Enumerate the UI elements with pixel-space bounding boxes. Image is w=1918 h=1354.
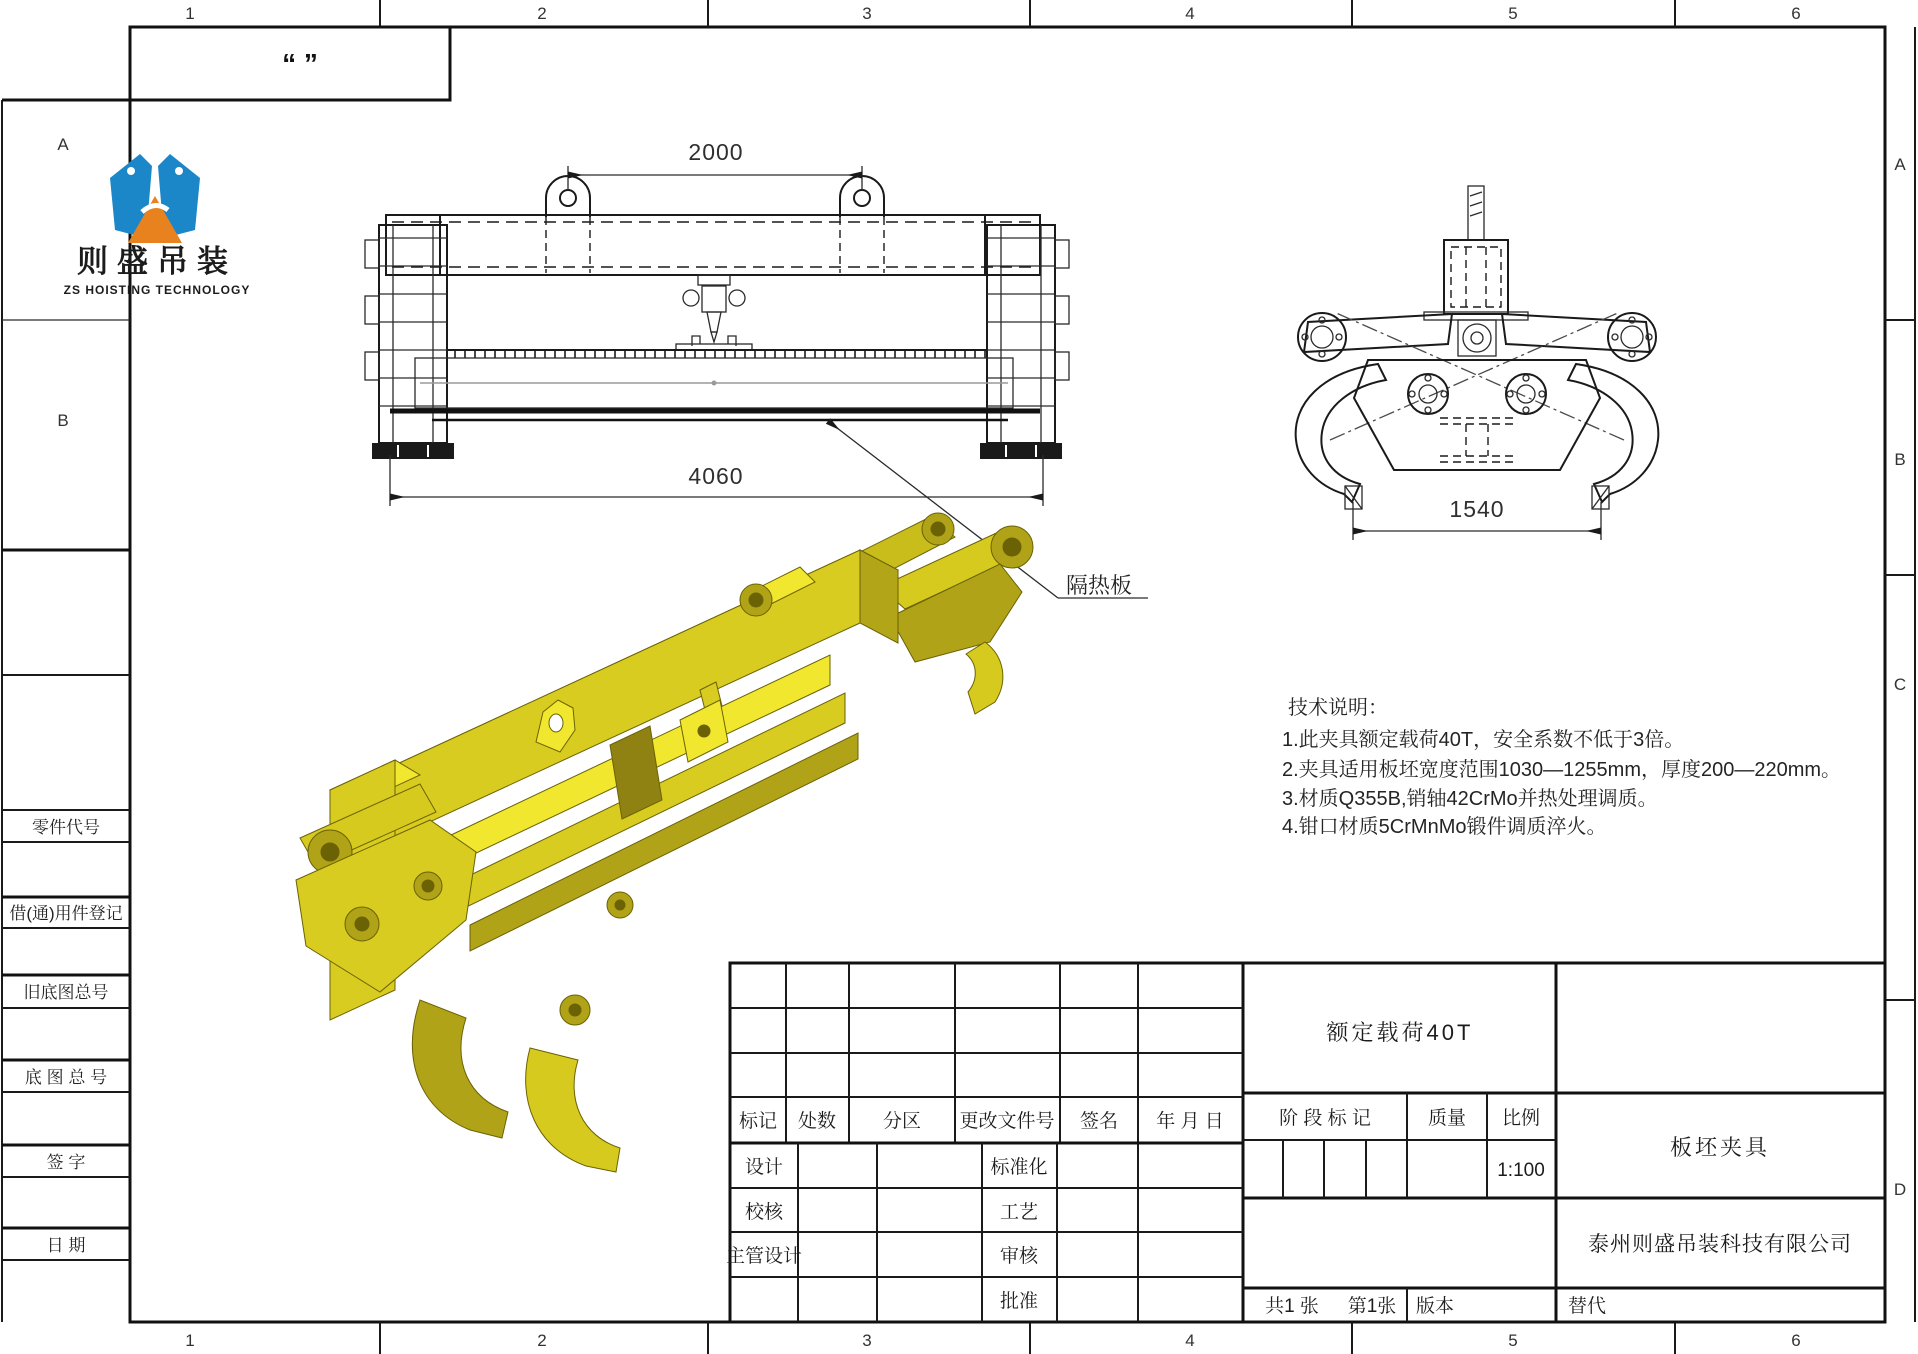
row-design: 设计 xyxy=(744,1157,784,1178)
col-sign: 签名 xyxy=(1079,1111,1119,1132)
zone-letter-left: B xyxy=(57,411,69,430)
title-block xyxy=(726,963,1885,1322)
dimension-4060 xyxy=(390,455,1043,506)
row-standardize: 标准化 xyxy=(990,1157,1048,1178)
row-check: 校核 xyxy=(744,1202,784,1223)
row-process: 工艺 xyxy=(999,1202,1039,1223)
zone-number-top: 4 xyxy=(1185,4,1195,23)
col-date: 年 月 日 xyxy=(1156,1111,1224,1132)
zone-letter-right: D xyxy=(1893,1180,1907,1199)
left-col-label-borrow-record: 借(通)用件登记 xyxy=(9,904,123,923)
left-col-label-part-code: 零件代号 xyxy=(32,818,100,837)
center-ratchet xyxy=(676,275,752,350)
scale-label: 比例 xyxy=(1501,1108,1541,1129)
rated-load: 额定载荷40T xyxy=(1326,1020,1474,1045)
left-col-label-date: 日 期 xyxy=(46,1236,86,1255)
hidden-ibeam-section xyxy=(1440,418,1514,462)
stamp-quotes: “ ” xyxy=(282,48,318,79)
dimension-1540 xyxy=(1353,496,1601,540)
left-col-label-signature: 签 字 xyxy=(46,1153,86,1172)
sheets-total: 共1 张 xyxy=(1265,1296,1319,1317)
left-col-label-master-no: 底 图 总 号 xyxy=(24,1068,108,1087)
zone-letter-right: A xyxy=(1894,155,1906,174)
zone-number-bottom: 2 xyxy=(537,1331,547,1350)
zone-number-bottom: 4 xyxy=(1185,1331,1195,1350)
notes-item-4: 4.钳口材质5CrMnMo锻件调质淬火。 xyxy=(1282,816,1607,838)
technical-notes xyxy=(1282,696,1841,838)
zone-number-bottom: 1 xyxy=(185,1331,195,1350)
logo-name-cn: 则盛吊装 xyxy=(77,244,237,279)
weight-label: 质量 xyxy=(1427,1108,1467,1129)
stage-mark: 阶 段 标 记 xyxy=(1279,1108,1371,1129)
zone-number-bottom: 5 xyxy=(1508,1331,1518,1350)
col-count: 处数 xyxy=(797,1111,837,1132)
dim-2000-value: 2000 xyxy=(688,139,744,165)
row-approve: 批准 xyxy=(999,1291,1039,1312)
row-review: 审核 xyxy=(999,1246,1039,1267)
zone-number-top: 6 xyxy=(1791,4,1801,23)
dim-4060-value: 4060 xyxy=(688,463,744,489)
front-view xyxy=(365,139,1148,598)
zone-number-bottom: 3 xyxy=(862,1331,872,1350)
zone-number-top: 1 xyxy=(185,4,195,23)
col-change-doc: 更改文件号 xyxy=(959,1111,1055,1132)
zone-letter-left: A xyxy=(57,135,69,154)
heat-shield-label: 隔热板 xyxy=(1066,573,1133,598)
zone-letter-right: C xyxy=(1893,675,1907,694)
left-col-label-old-master-no: 旧底图总号 xyxy=(23,983,109,1002)
version-label: 版本 xyxy=(1416,1296,1455,1317)
zone-number-top: 2 xyxy=(537,4,547,23)
notes-title: 技术说明： xyxy=(1288,697,1388,719)
stamp-box xyxy=(130,27,450,100)
zone-number-bottom: 6 xyxy=(1791,1331,1801,1350)
zone-number-top: 5 xyxy=(1508,4,1518,23)
col-mark: 标记 xyxy=(738,1111,778,1132)
notes-item-2: 2.夹具适用板坯宽度范围1030—1255mm，厚度200—220mm。 xyxy=(1282,759,1842,781)
notes-item-3: 3.材质Q355B,销轴42CrMo并热处理调质。 xyxy=(1282,788,1658,810)
side-view xyxy=(1296,186,1659,540)
drawing-title: 板坯夹具 xyxy=(1669,1135,1771,1160)
row-chief-design: 主管设计 xyxy=(725,1246,803,1267)
isometric-view xyxy=(296,513,1033,1172)
logo-name-en: ZS HOISTING TECHNOLOGY xyxy=(63,283,251,297)
company-name: 泰州则盛吊装科技有限公司 xyxy=(1588,1233,1852,1256)
scale-value: 1:100 xyxy=(1497,1160,1545,1181)
right-clamp-tower xyxy=(980,225,1069,459)
logo-icon xyxy=(110,154,200,243)
zone-number-top: 3 xyxy=(862,4,872,23)
company-logo xyxy=(64,154,251,297)
dimension-2000 xyxy=(568,139,862,190)
dim-1540-value: 1540 xyxy=(1449,496,1505,522)
replace-label: 替代 xyxy=(1568,1296,1607,1317)
notes-item-1: 1.此夹具额定载荷40T，安全系数不低于3倍。 xyxy=(1282,729,1685,751)
col-zone: 分区 xyxy=(882,1111,922,1132)
zone-letter-right: B xyxy=(1894,450,1906,469)
sheet-no: 第1张 xyxy=(1347,1296,1397,1317)
